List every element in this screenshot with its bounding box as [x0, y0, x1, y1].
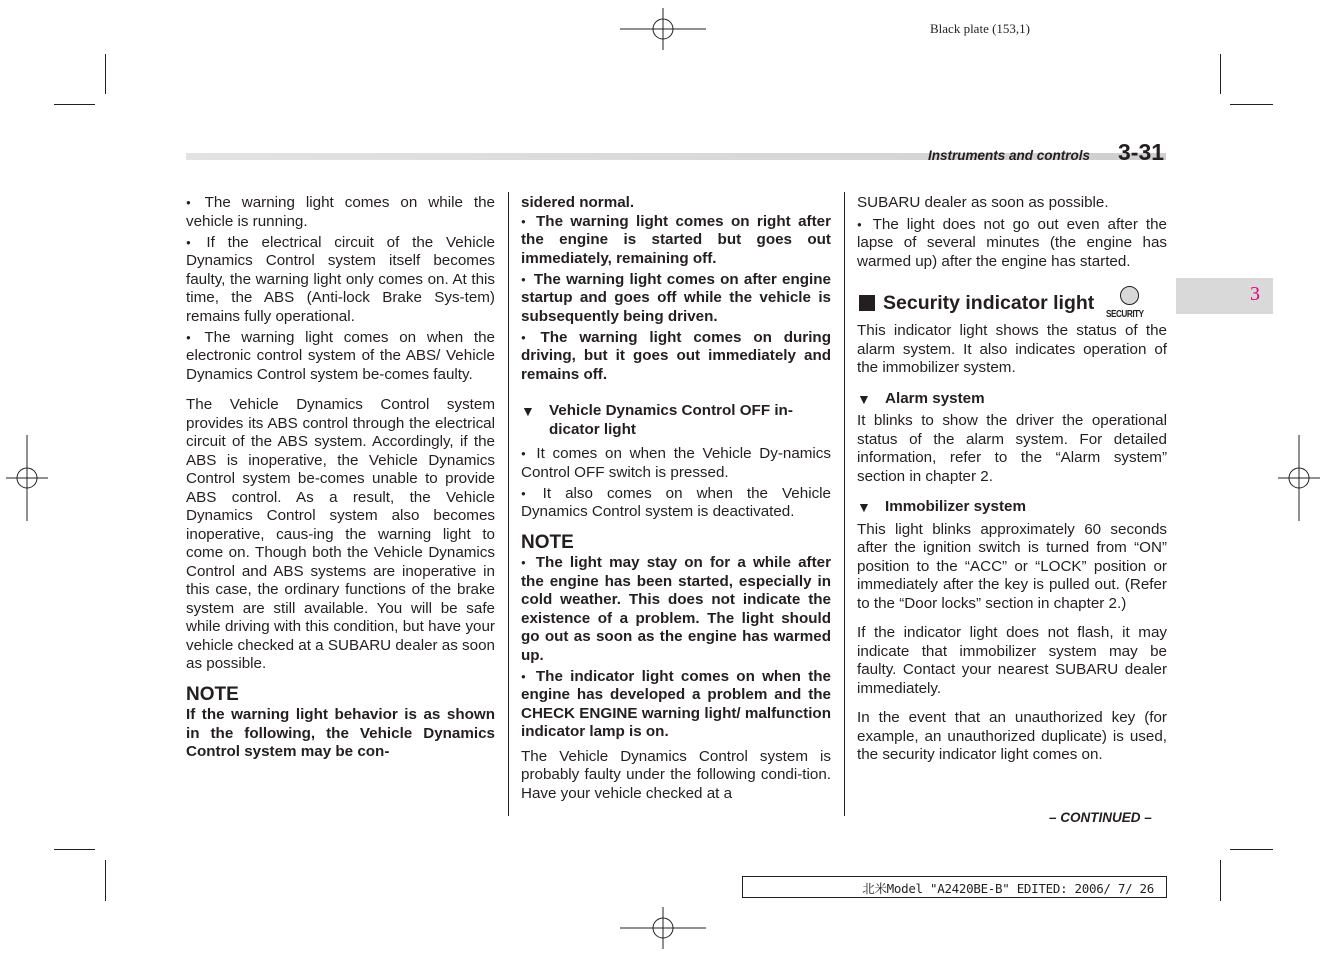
note-continuation: sidered normal.: [521, 194, 635, 211]
subsection-heading: [857, 498, 1167, 517]
section-heading: [857, 288, 1167, 318]
registration-mark-right: [1278, 435, 1320, 521]
crop-mark-top-right-v: [1220, 54, 1221, 94]
bullet-item: ● The warning light comes on when the electronic control system of the ABS/ Vehicle Dynamics Control system be-comes faulty.: [186, 329, 495, 385]
chapter-tab: [1176, 278, 1273, 314]
column-divider-1: [508, 192, 509, 816]
subsection-heading: [521, 402, 831, 439]
paragraph: The Vehicle Dynamics Control system is probably faulty under the following condi-tion. Have your vehicle checked at a: [521, 747, 831, 802]
crop-mark-bottom-left-v: [105, 860, 106, 901]
chapter-tab-number: 3: [1250, 283, 1260, 305]
paragraph: The Vehicle Dynamics Control system provides its ABS control through the electrical circuit of the ABS system. Accordingly, if the ABS is inoperative, the Vehicle Dynamics Control system be-comes unable to provide ABS control. As a result, the Vehicle Dynamics Control system also becomes inoperative, caus-ing the warning light to come on. Though both the Vehicle Dynamics Control and ABS systems are inoperative in this case, the ordinary functions of the brake system are still available. You will be safe while driving with this condition, but have your vehicle checked at a SUBARU dealer as soon as possible.: [186, 396, 495, 672]
note-bullet: ● The light may stay on for a while after the engine has been started, especially in cold weather. This does not indicate the existence of a problem. The light should go out as soon as the engine has warmed up.: [521, 554, 831, 665]
section-title: Instruments and controls: [928, 148, 1091, 163]
crop-mark-bottom-right-h: [1230, 849, 1273, 850]
section-heading-title: Security indicator light: [883, 291, 1095, 314]
square-bullet-icon: [859, 295, 875, 311]
column-1: [186, 194, 495, 762]
bullet-item: ● The warning light comes on while the vehicle is running.: [186, 194, 495, 231]
paragraph: In the event that an unauthorized key (for example, an unauthorized duplicate) is used, the security indicator light comes on.: [857, 709, 1167, 763]
subsection-title: Immobilizer system: [885, 498, 1026, 515]
page-number: 3-31: [1118, 139, 1165, 165]
subsection-heading: [857, 390, 1167, 409]
triangle-down-icon: ▼: [857, 499, 871, 515]
note-heading: NOTE: [186, 683, 239, 705]
note-bullet: ● The warning light comes on after engine startup and goes off while the vehicle is subsequently being driven.: [521, 271, 831, 327]
note-bullet: ● The warning light comes on during driving, but it goes out immediately and remains off.: [521, 329, 831, 385]
registration-mark-left: [6, 435, 48, 521]
registration-mark-top: [620, 8, 706, 50]
crop-mark-top-right-h: [1230, 104, 1273, 105]
column-2: [521, 194, 831, 803]
subsection-title: Vehicle Dynamics Control OFF in-dicator light: [549, 402, 793, 438]
paragraph-continuation: SUBARU dealer as soon as possible.: [857, 194, 1109, 211]
bullet-item: ● It also comes on when the Vehicle Dynamics Control system is deactivated.: [521, 485, 831, 522]
paragraph: It blinks to show the driver the operational status of the alarm system. For detailed information, refer to the “Alarm system” section in chapter 2.: [857, 412, 1167, 485]
plate-label: Black plate (153,1): [930, 21, 1030, 36]
note-heading: NOTE: [521, 531, 574, 553]
paragraph: This light blinks approximately 60 seconds after the ignition switch is turned from “ON” position to the “ACC” or “LOCK” position or immediately after the key is pulled out. (Refer to the “Door locks” section in chapter 2.): [857, 520, 1167, 612]
security-icon-label: SECURITY: [1106, 308, 1144, 320]
note-text: If the warning light behavior is as shown in the following, the Vehicle Dynamics Control system may be con-: [186, 706, 495, 760]
continued-label: – CONTINUED –: [1049, 810, 1152, 825]
security-indicator-icon: [1106, 286, 1154, 320]
bullet-item: ● If the electrical circuit of the Vehicle Dynamics Control system itself becomes faulty, the warning light only comes on. At this time, the ABS (Anti-lock Brake Sys-tem) remains fully operational.: [186, 234, 495, 327]
paragraph: This indicator light shows the status of the alarm system. It also indicates operation of the immobilizer system.: [857, 322, 1167, 376]
crop-mark-bottom-right-v: [1220, 860, 1221, 901]
crop-mark-top-left-v: [105, 54, 106, 94]
crop-mark-bottom-left-h: [54, 849, 95, 850]
note-bullet: ● The warning light comes on right after the engine is started but goes out immediately, remaining off.: [521, 213, 831, 269]
triangle-down-icon: ▼: [857, 390, 871, 407]
triangle-down-icon: ▼: [521, 403, 535, 419]
crop-mark-top-left-h: [54, 104, 95, 105]
registration-mark-bottom: [620, 907, 706, 949]
paragraph: If the indicator light does not flash, it may indicate that immobilizer system may be faulty. Contact your nearest SUBARU dealer immediately.: [857, 624, 1167, 697]
column-divider-2: [844, 192, 845, 816]
footer-box: [742, 876, 1167, 898]
bullet-item: ● The light does not go out even after the lapse of several minutes (the engine has warmed up) after the engine has started.: [857, 216, 1167, 272]
bullet-item: ● It comes on when the Vehicle Dy-namics Control OFF switch is pressed.: [521, 445, 831, 482]
footer-text: 北米Model "A2420BE-B" EDITED: 2006/ 7/ 26: [862, 881, 1154, 896]
subsection-title: Alarm system: [885, 389, 985, 407]
note-bullet: ● The indicator light comes on when the engine has developed a problem and the CHECK ENGINE warning light/ malfunction indicator lamp is on.: [521, 668, 831, 742]
column-3: [857, 194, 1167, 765]
